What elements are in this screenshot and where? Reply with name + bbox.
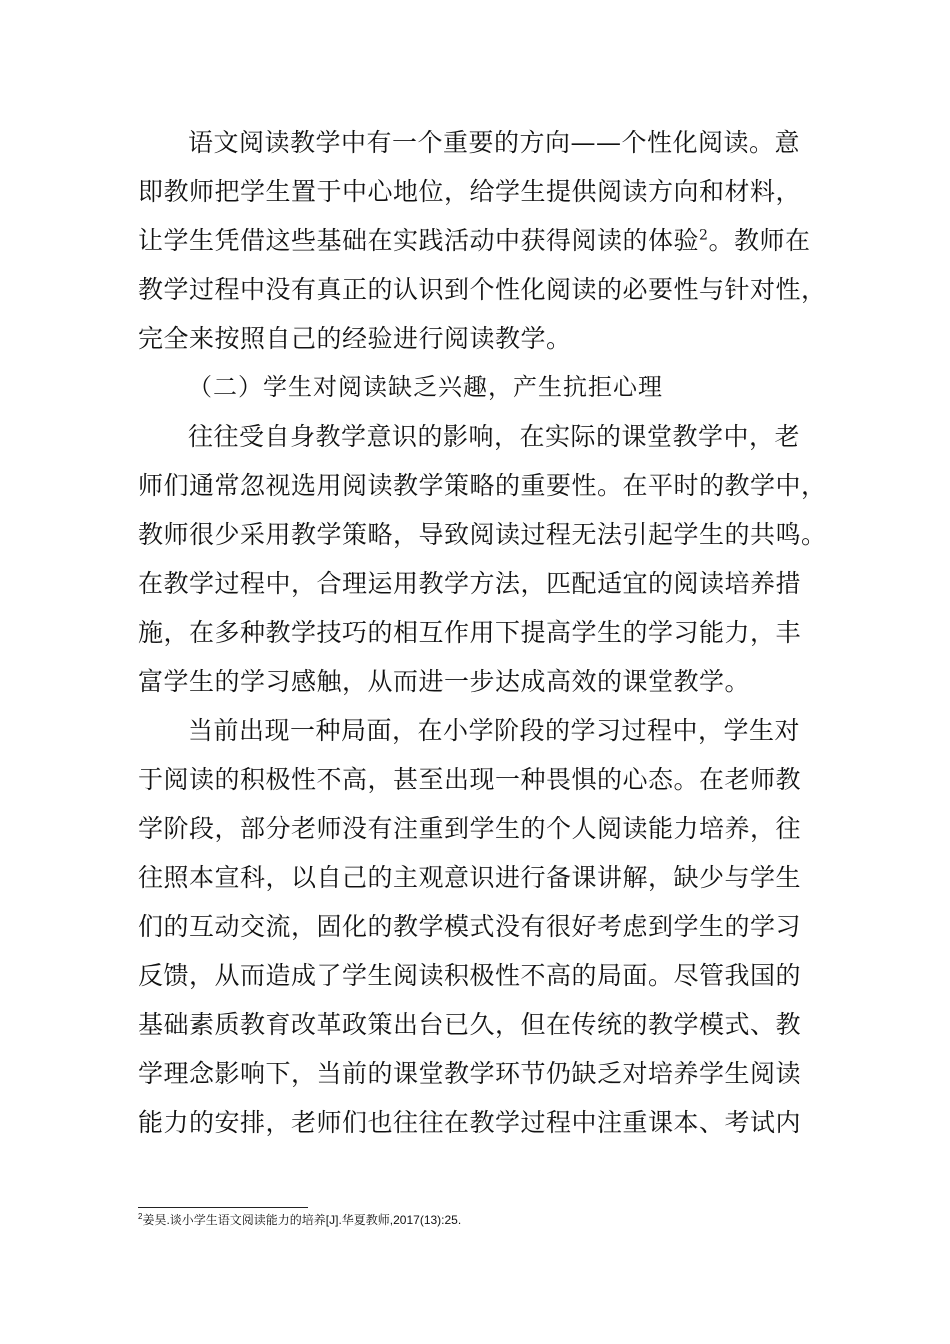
paragraph-1-line-1: 语文阅读教学中有一个重要的方向——个性化阅读。意 [188,128,801,157]
paragraph-2-line-2: 师们通常忽视选用阅读教学策略的重要性。在平时的教学中， [138,471,827,500]
paragraph-1-line-3 [138,216,818,265]
footnote-text: 姜昊.谈小学生语文阅读能力的培养[J].华夏教师,2017(13):25. [142,1213,462,1227]
paragraph-3-line-8: 学理念影响下，当前的课堂教学环节仍缺乏对培养学生阅读 [138,1059,802,1088]
footnote [138,1212,461,1228]
paragraph-3-line-7: 基础素质教育改革政策出台已久，但在传统的教学模式、教 [138,1010,802,1039]
section-heading: （二）学生对阅读缺乏兴趣，产生抗拒心理 [188,373,663,401]
paragraph-3-line-3: 学阶段，部分老师没有注重到学生的个人阅读能力培养，往 [138,814,802,843]
paragraph-2-line-1: 往往受自身教学意识的影响，在实际的课堂教学中，老 [188,422,801,451]
paragraph-2-line-5: 施，在多种教学技巧的相互作用下提高学生的学习能力，丰 [138,618,802,647]
paragraph-2-line-6: 富学生的学习感触，从而进一步达成高效的课堂教学。 [138,667,751,696]
paragraph-1-line-3-tail: 。教师在 [708,226,811,255]
paragraph-3-line-4: 往照本宣科，以自己的主观意识进行备课讲解，缺少与学生 [138,863,802,892]
paragraph-3-line-6: 反馈，从而造成了学生阅读积极性不高的局面。尽管我国的 [138,961,802,990]
footnote-marker: 2 [138,1212,143,1221]
paragraph-3-line-1: 当前出现一种局面，在小学阶段的学习过程中，学生对 [188,716,801,745]
paragraph-2-line-3: 教师很少采用教学策略，导致阅读过程无法引起学生的共鸣。 [138,520,827,549]
paragraph-3-line-5: 们的互动交流，固化的教学模式没有很好考虑到学生的学习 [138,912,802,941]
paragraph-1-line-2: 即教师把学生置于中心地位，给学生提供阅读方向和材料， [138,177,802,206]
footnote-reference[interactable]: 2 [699,227,709,244]
paragraph-1-line-5: 完全来按照自己的经验进行阅读教学。 [138,324,572,353]
paragraph-2-line-4: 在教学过程中，合理运用教学方法，匹配适宜的阅读培养措 [138,569,802,598]
paragraph-3-line-9: 能力的安排，老师们也往往在教学过程中注重课本、考试内 [138,1108,802,1137]
paragraph-1-line-3-text: 让学生凭借这些基础在实践活动中获得阅读的体验 [138,226,700,255]
footnote-separator [138,1207,308,1208]
paragraph-1-line-4: 教学过程中没有真正的认识到个性化阅读的必要性与针对性， [138,275,827,304]
paragraph-3-line-2: 于阅读的积极性不高，甚至出现一种畏惧的心态。在老师教 [138,765,802,794]
body-text [138,118,827,1147]
